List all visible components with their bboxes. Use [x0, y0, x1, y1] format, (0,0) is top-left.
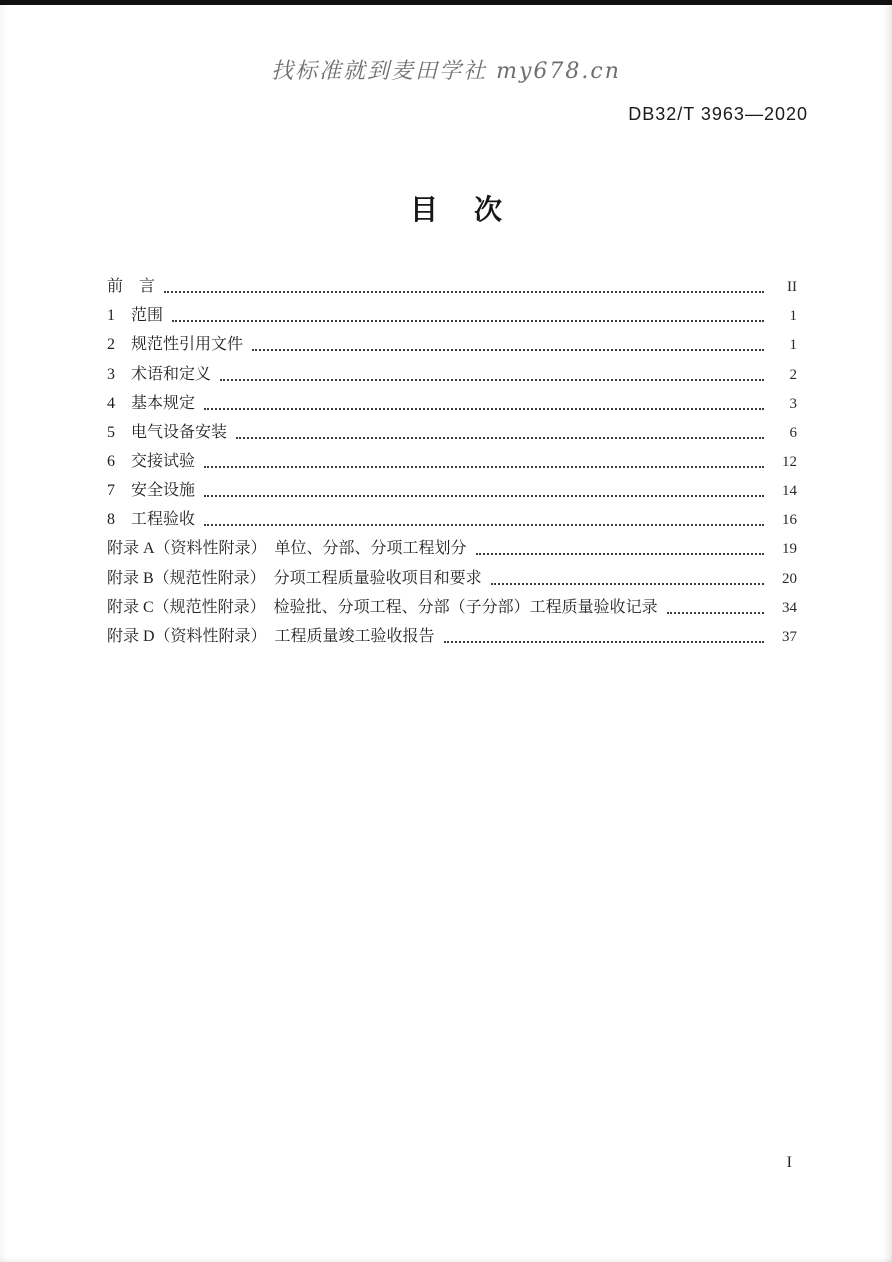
toc-entry-label: 2 规范性引用文件 [107, 336, 244, 354]
toc-entry-page: 16 [782, 512, 797, 529]
dot-leader [667, 612, 764, 614]
toc-entry [107, 559, 797, 588]
toc-entry [107, 355, 797, 384]
dot-leader [172, 320, 764, 322]
dot-leader [204, 408, 764, 410]
scan-edge-top [0, 0, 892, 5]
dot-leader [204, 524, 764, 526]
toc-entry-page: 1 [789, 308, 797, 325]
footer-page-number: I [786, 1154, 792, 1171]
toc-entry-label: 4 基本规定 [107, 394, 196, 412]
toc-entry-page: 3 [789, 395, 797, 412]
table-of-contents [107, 268, 797, 647]
toc-entry-page: 37 [782, 628, 797, 645]
toc-entry [107, 443, 797, 472]
toc-entry [107, 618, 797, 647]
toc-entry [107, 326, 797, 355]
dot-leader [491, 583, 764, 585]
watermark-text: 找标准就到麦田学社 my678.cn [271, 59, 621, 84]
toc-entry-label: 附录 B（规范性附录） 分项工程质量验收项目和要求 [107, 569, 482, 587]
toc-entry-label: 5 电气设备安装 [107, 423, 228, 441]
toc-entry [107, 414, 797, 443]
toc-entry [107, 589, 797, 618]
dot-leader [476, 553, 764, 555]
toc-entry-page: II [787, 279, 797, 296]
toc-entry-page: 20 [782, 570, 797, 587]
standard-number: DB32/T 3963—2020 [628, 104, 808, 124]
toc-entry-page: 14 [782, 483, 797, 500]
toc-entry [107, 501, 797, 530]
dot-leader [164, 291, 764, 293]
toc-entry-page: 1 [789, 337, 797, 354]
toc-entry-label: 3 术语和定义 [107, 365, 212, 383]
dot-leader [220, 379, 764, 381]
toc-entry [107, 268, 797, 297]
toc-entry-page: 19 [782, 541, 797, 558]
toc-entry-page: 2 [789, 366, 797, 383]
toc-entry-label: 7 安全设施 [107, 482, 196, 500]
toc-entry-label: 8 工程验收 [107, 511, 196, 529]
dot-leader [444, 641, 764, 643]
toc-entry-label: 1 范围 [107, 307, 164, 325]
dot-leader [204, 495, 764, 497]
dot-leader [236, 437, 764, 439]
page-title: 目 次 [409, 195, 506, 226]
toc-entry-label: 附录 D（资料性附录） 工程质量竣工验收报告 [107, 627, 435, 645]
toc-entry-page: 6 [789, 424, 797, 441]
toc-entry [107, 385, 797, 414]
toc-entry [107, 472, 797, 501]
toc-entry-label: 附录 C（规范性附录） 检验批、分项工程、分部（子分部）工程质量验收记录 [107, 598, 658, 616]
toc-entry-page: 12 [782, 453, 797, 470]
toc-entry-label: 6 交接试验 [107, 452, 196, 470]
toc-entry-label: 附录 A（资料性附录） 单位、分部、分项工程划分 [107, 540, 467, 558]
toc-entry [107, 530, 797, 559]
toc-entry-label: 前 言 [107, 278, 156, 296]
dot-leader [252, 349, 764, 351]
toc-entry-page: 34 [782, 599, 797, 616]
toc-entry [107, 297, 797, 326]
dot-leader [204, 466, 764, 468]
